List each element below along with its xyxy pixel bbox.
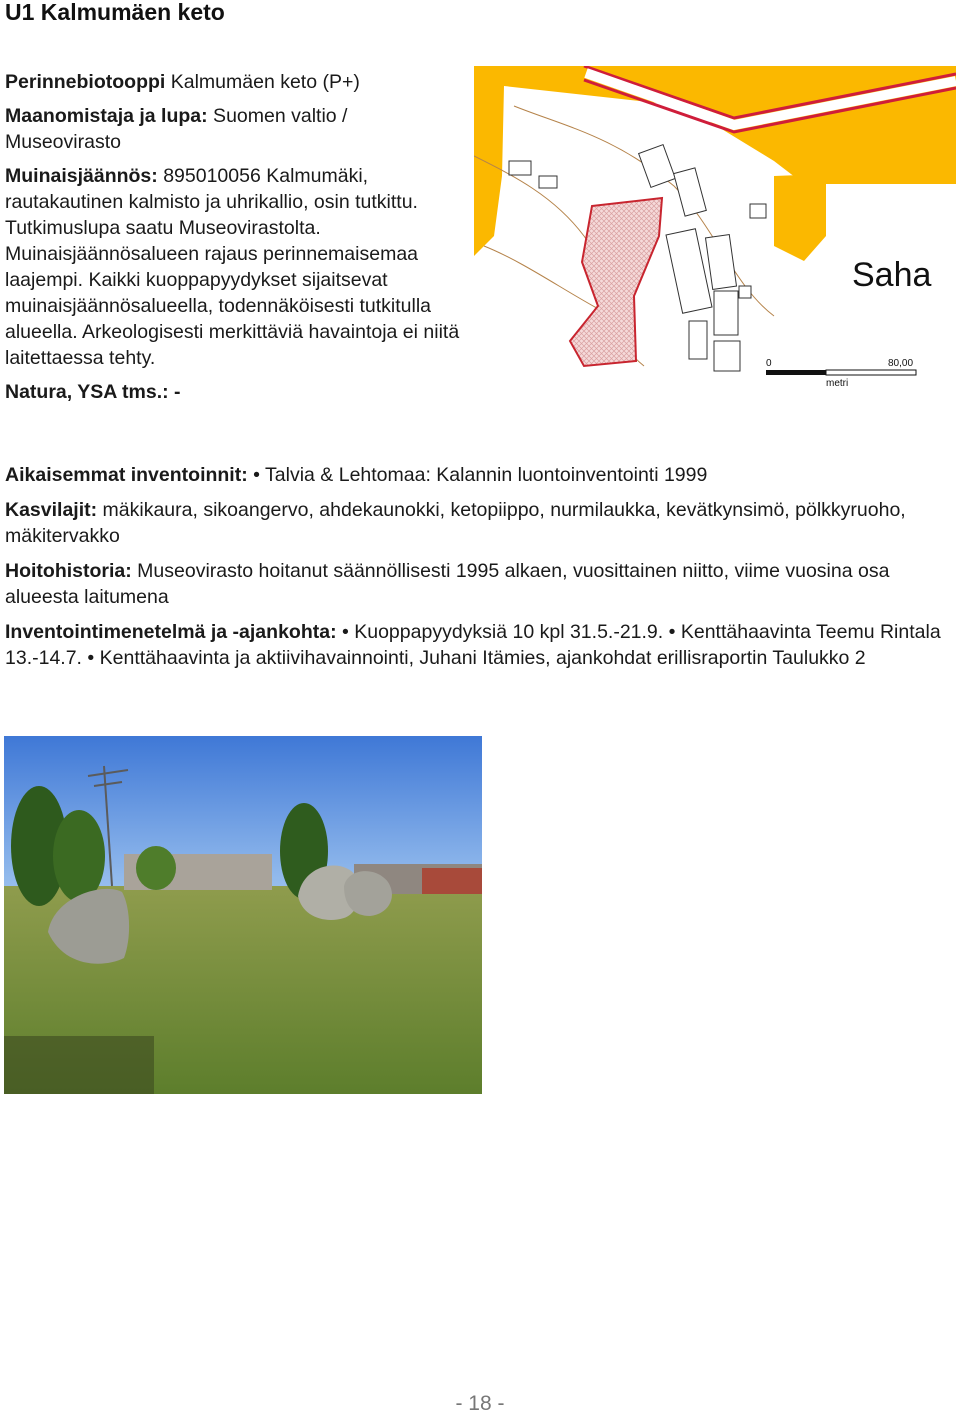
field-value: Museovirasto hoitanut säännöllisesti 1995 alkaen, vuosittainen niitto, viime vuosina osa alueesta laitumena <box>5 560 890 608</box>
photo-shadow <box>4 1036 154 1094</box>
site-map <box>474 66 956 420</box>
field-value: : - <box>162 381 181 403</box>
page-title: U1 Kalmumäen keto <box>5 0 225 25</box>
field-value: Kalmumäen keto (P+) <box>165 71 360 93</box>
field-label: Kasvilajit: <box>5 499 98 521</box>
field-value: Suomen valtio / Museovirasto <box>5 105 348 153</box>
map-scale-end: 80,00 <box>888 358 914 369</box>
field-label: Maanomistaja ja lupa: <box>5 105 208 127</box>
map-scale-bar-segment <box>826 370 916 375</box>
info-column <box>5 69 465 413</box>
field-label: Perinnebiotooppi <box>5 71 166 93</box>
site-photo <box>4 736 482 1094</box>
field-label: Inventointimenetelmä ja -ajankohta: <box>5 621 337 643</box>
field-value: mäkikaura, sikoangervo, ahdekaunokki, ketopiippo, nurmilaukka, kevätkynsimö, pölkkyruoho, mäkitervakko <box>5 499 906 547</box>
field-kasvilajit <box>5 497 955 549</box>
field-label: Natura, YSA tms. <box>5 381 163 403</box>
field-label: Hoitohistoria: <box>5 560 132 582</box>
field-perinnebiotooppi <box>5 69 465 95</box>
field-label: Muinaisjäännös: <box>5 165 158 187</box>
map-place-label: Saha <box>852 256 932 294</box>
map-scale-start: 0 <box>766 358 772 369</box>
field-value: • Talvia & Lehtomaa: Kalannin luontoinventointi 1999 <box>247 464 708 486</box>
field-value: 895010056 Kalmumäki, rautakautinen kalmisto ja uhrikallio, osin tutkittu. Tutkimuslupa saatu Museovirastolta. Muinaisjäännösalueen rajaus perinnemaisemaa laajempi. Kaikki kuoppapyydykset sijaitsevat muinaisjäännösalueella, todennäköisesti tutkitulla alueella. Arkeologisesti merkittäviä havaintoja ei niitä laitettaessa tehty. <box>5 165 460 369</box>
field-muinaisjaannos <box>5 163 465 371</box>
field-natura <box>5 379 465 405</box>
field-value: • Kuoppapyydyksiä 10 kpl 31.5.-21.9. • Kenttähaavinta Teemu Rintala 13.-14.7. • Kenttähaavinta ja aktiivihavainnointi, Juhani Itämies, ajankohdat erillisraportin Taulukko 2 <box>5 621 941 669</box>
field-inventointimenetelma <box>5 619 955 671</box>
page-number: - 18 - <box>455 1392 505 1415</box>
details-section <box>5 462 955 680</box>
field-hoitohistoria <box>5 558 955 610</box>
map-scale-bar <box>766 370 826 375</box>
field-label: Aikaisemmat inventoinnit: <box>5 464 248 486</box>
map-scale-unit: metri <box>826 378 849 389</box>
field-maanomistaja <box>5 103 465 155</box>
field-aikaisemmat <box>5 462 955 488</box>
